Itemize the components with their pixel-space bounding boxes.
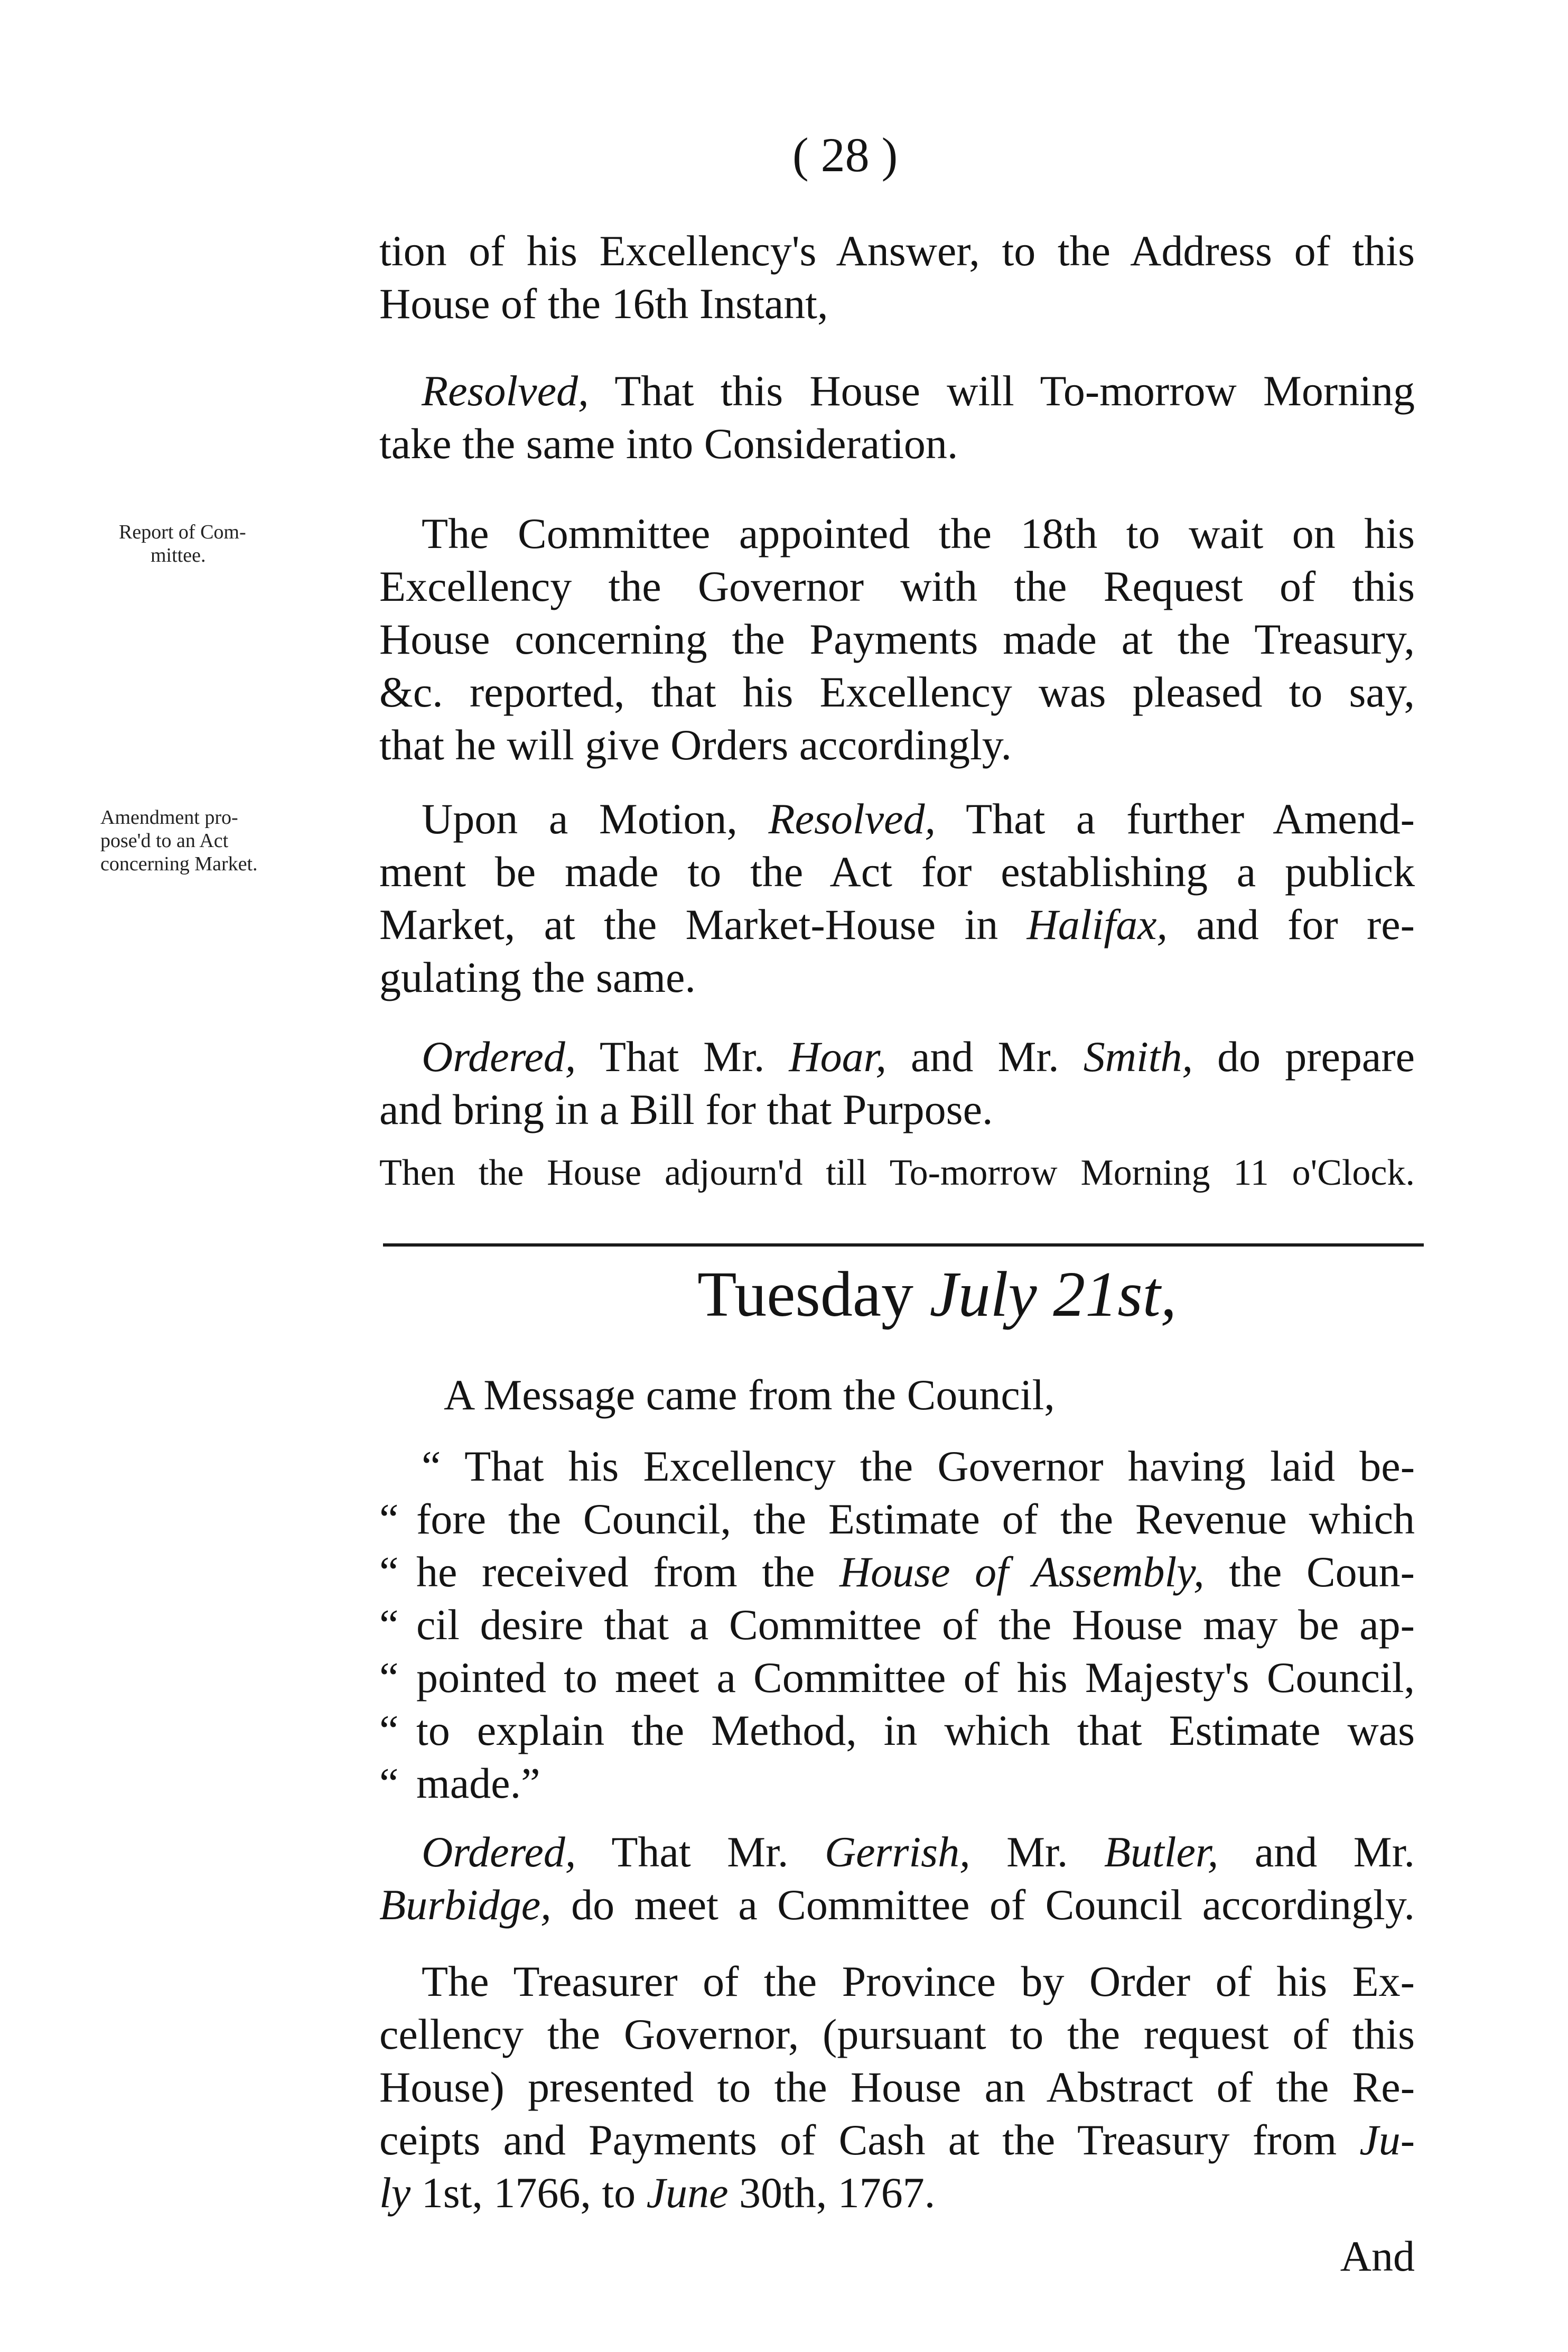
quoted-message bbox=[379, 1440, 1415, 1810]
date-heading: Tuesday July 21st, bbox=[697, 1259, 1177, 1330]
text-line: gulating the same. bbox=[379, 953, 696, 1001]
text-line: ceipts and Payments of Cash at the Treasury from Ju- bbox=[379, 2116, 1415, 2164]
text-line: “ made.” bbox=[379, 1759, 540, 1807]
place-halifax: Halifax, bbox=[1026, 900, 1168, 949]
page-number: ( 28 ) bbox=[792, 128, 898, 182]
paragraph-resolved bbox=[379, 365, 1415, 470]
text-line: Then the House adjourn'd till To-morrow Morning 11 o'Clock. bbox=[379, 1152, 1415, 1193]
text-line: House) presented to the House an Abstract of the Re- bbox=[379, 2063, 1415, 2111]
paragraph-continuation bbox=[379, 225, 1415, 330]
text-line: that he will give Orders accordingly. bbox=[379, 721, 1012, 769]
paragraph-adjourn bbox=[379, 1149, 1415, 1197]
text-line: Resolved, That this House will To-morrow Morning bbox=[422, 367, 1415, 415]
paragraph-committee-report bbox=[379, 507, 1415, 771]
text-line: cellency the Governor, (pursuant to the request of this bbox=[379, 2010, 1415, 2058]
text-line: Excellency the Governor with the Request of this bbox=[379, 562, 1415, 610]
text-line: The Committee appointed the 18th to wait on his bbox=[422, 509, 1415, 557]
text-line: House of the 16th Instant, bbox=[379, 280, 828, 328]
text-line: Burbidge, do meet a Committee of Council accordingly. bbox=[379, 1881, 1415, 1929]
text-line: ment be made to the Act for establishing a publick bbox=[379, 848, 1415, 896]
text-line: ly 1st, 1766, to June 30th, 1767. bbox=[379, 2169, 936, 2217]
text-line: “ he received from the House of Assembly, the Coun- bbox=[379, 1548, 1415, 1596]
paragraph-amendment bbox=[379, 793, 1415, 1004]
text-line: Market, at the Market-House in Halifax, and for re- bbox=[379, 900, 1415, 949]
text-line: House concerning the Payments made at the Treasury, bbox=[379, 615, 1415, 663]
text-line: take the same into Consideration. bbox=[379, 420, 958, 468]
catchword: And bbox=[1340, 2232, 1415, 2280]
message-intro: A Message came from the Council, bbox=[444, 1371, 1055, 1419]
text-line: &c. reported, that his Excellency was pleased to say, bbox=[379, 668, 1415, 716]
paragraph-treasurer bbox=[379, 1955, 1415, 2219]
section-divider bbox=[383, 1243, 1424, 1247]
text-line: “ pointed to meet a Committee of his Majesty's Council, bbox=[379, 1653, 1415, 1702]
text-line: tion of his Excellency's Answer, to the Address of this bbox=[379, 227, 1415, 275]
text-line: “ to explain the Method, in which that Estimate was bbox=[379, 1706, 1415, 1754]
margin-note-report: Report of Com- mittee. bbox=[119, 521, 246, 566]
text-line: “ fore the Council, the Estimate of the Revenue which bbox=[379, 1495, 1415, 1543]
margin-note-amendment: Amendment pro- pose'd to an Act concerning Market. bbox=[100, 806, 258, 875]
text-line: “ That his Excellency the Governor having laid be- bbox=[422, 1442, 1415, 1490]
paragraph-ordered bbox=[379, 1030, 1415, 1136]
resolved-label: Resolved, bbox=[422, 367, 589, 415]
text-line: The Treasurer of the Province by Order of his Ex- bbox=[422, 1957, 1415, 2005]
paragraph-ordered-committee bbox=[379, 1826, 1415, 1931]
text-line: Ordered, That Mr. Hoar, and Mr. Smith, do prepare bbox=[422, 1033, 1415, 1081]
text-line: “ cil desire that a Committee of the House may be ap- bbox=[379, 1601, 1415, 1649]
text-line: Upon a Motion, Resolved, That a further Amend- bbox=[422, 795, 1415, 843]
text-line: and bring in a Bill for that Purpose. bbox=[379, 1085, 993, 1133]
text-line: Ordered, That Mr. Gerrish, Mr. Butler, and Mr. bbox=[422, 1828, 1415, 1876]
